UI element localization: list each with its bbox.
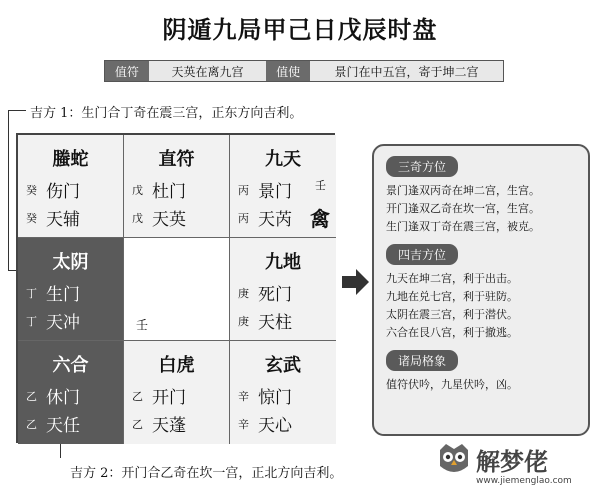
heaven-stem: 乙 xyxy=(132,389,143,403)
section-three-wonders xyxy=(386,156,576,236)
heaven-stem: 丙 xyxy=(238,183,249,197)
door-name: 伤门 xyxy=(46,182,80,202)
palace-xun xyxy=(18,135,124,238)
door-name: 惊门 xyxy=(258,388,292,408)
nine-palace-grid xyxy=(16,133,335,443)
heaven-stem: 丁 xyxy=(26,286,37,300)
deity-name: 玄武 xyxy=(265,355,301,376)
arrow-right-icon xyxy=(340,268,370,296)
star-name: 天芮 xyxy=(258,210,292,230)
palace-qian xyxy=(230,341,336,444)
star-name: 天冲 xyxy=(46,313,80,333)
earth-stem: 癸 xyxy=(26,211,37,225)
page-title: 阴遁九局甲己日戊辰时盘 xyxy=(162,16,438,44)
heaven-stem: 戊 xyxy=(132,183,143,197)
zhifu-label: 值符 xyxy=(105,61,149,81)
list-item: 九天在坤二宫，利于出击。 xyxy=(386,272,518,285)
earth-stem: 乙 xyxy=(132,417,143,431)
analysis-panel xyxy=(372,144,590,436)
star-name: 天任 xyxy=(46,416,80,436)
list-item: 景门逢双丙奇在坤二宫，生宫。 xyxy=(386,184,540,197)
zhishi-label: 值使 xyxy=(266,61,310,81)
section-patterns xyxy=(386,350,576,394)
palace-kan xyxy=(124,341,230,444)
owl-icon xyxy=(434,440,474,480)
star-name: 天柱 xyxy=(258,313,292,333)
list-item: 九地在兑七宫，利于驻防。 xyxy=(386,290,518,303)
door-name: 杜门 xyxy=(152,182,186,202)
door-name: 景门 xyxy=(258,182,292,202)
deity-name: 白虎 xyxy=(158,355,195,376)
palace-li xyxy=(124,135,230,238)
logo-text: 解梦佬 xyxy=(476,448,548,476)
star-name: 天蓬 xyxy=(152,416,186,436)
palace-kun xyxy=(230,135,336,238)
section-title: 四吉方位 xyxy=(386,244,458,265)
earth-stem: 戊 xyxy=(132,211,143,225)
list-item: 六合在艮八宫，利于撤逃。 xyxy=(386,326,518,339)
bracket-line-left xyxy=(8,110,9,270)
zhishi-value: 景门在中五宫，寄于坤二宫 xyxy=(310,61,503,81)
heaven-stem: 癸 xyxy=(26,183,37,197)
section-four-auspicious xyxy=(386,244,576,342)
center-stem: 壬 xyxy=(136,318,149,332)
logo-url: www.jiemenglao.com xyxy=(476,476,572,486)
list-item: 生门逢双丁奇在震三宫，被克。 xyxy=(386,220,540,233)
heaven-stem: 乙 xyxy=(26,389,37,403)
palace-gen xyxy=(18,341,124,444)
palace-dui xyxy=(230,238,336,341)
section-title: 三奇方位 xyxy=(386,156,458,177)
door-name: 生门 xyxy=(46,285,80,305)
palace-zhen xyxy=(18,238,124,341)
door-name: 休门 xyxy=(46,388,80,408)
note-auspicious-2: 吉方 2：开门合乙奇在坎一宫，正北方向吉利。 xyxy=(70,466,343,481)
deity-name: 太阴 xyxy=(52,252,89,273)
list-item: 开门逢双乙奇在坎一宫，生宫。 xyxy=(386,202,540,215)
deity-name: 九天 xyxy=(265,149,301,170)
earth-stem: 辛 xyxy=(238,417,249,431)
star-name: 天心 xyxy=(258,416,292,436)
earth-stem: 丁 xyxy=(26,314,37,328)
earth-stem: 丙 xyxy=(238,211,249,225)
note-auspicious-1: 吉方 1：生门合丁奇在震三宫，正东方向吉利。 xyxy=(30,106,303,121)
deity-name: 直符 xyxy=(158,149,195,170)
heaven-stem: 辛 xyxy=(238,389,249,403)
palace-center xyxy=(124,238,230,341)
heaven-stem: 庚 xyxy=(238,286,249,300)
list-item: 值符伏吟，九星伏吟，凶。 xyxy=(386,378,518,391)
door-name: 死门 xyxy=(258,285,292,305)
info-bar xyxy=(104,60,504,82)
earth-stem: 庚 xyxy=(238,314,249,328)
list-item: 太阴在震三宫，利于潜伏。 xyxy=(386,308,518,321)
site-logo xyxy=(432,436,592,492)
deity-name: 螣蛇 xyxy=(52,149,89,170)
side-star: 禽 xyxy=(310,207,330,231)
star-name: 天英 xyxy=(152,210,186,230)
zhifu-value: 天英在离九宫 xyxy=(149,61,266,81)
side-stem: 壬 xyxy=(315,179,326,192)
bracket-line-top xyxy=(8,110,26,111)
deity-name: 九地 xyxy=(265,252,301,273)
section-title: 诸局格象 xyxy=(386,350,458,371)
star-name: 天辅 xyxy=(46,210,80,230)
door-name: 开门 xyxy=(152,388,186,408)
deity-name: 六合 xyxy=(52,355,89,376)
earth-stem: 乙 xyxy=(26,417,37,431)
